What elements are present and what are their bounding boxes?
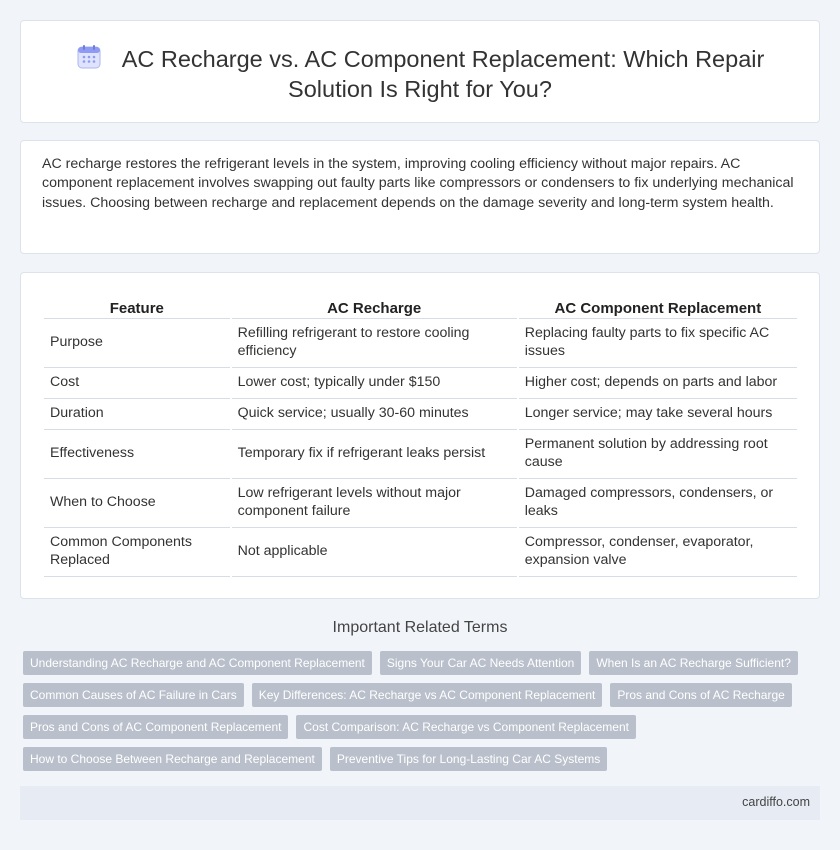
related-term-tag[interactable]: Preventive Tips for Long-Lasting Car AC Systems (330, 747, 607, 771)
title-card (20, 20, 820, 123)
related-terms-list (23, 651, 813, 771)
related-term-tag[interactable]: Key Differences: AC Recharge vs AC Component Replacement (252, 683, 603, 707)
title-text-1: AC Recharge vs. AC Component Replacement: Which Repair (121, 46, 765, 72)
intro-paragraph: AC recharge restores the refrigerant levels in the system, improving cooling efficiency without major repairs. AC component replacement involves swapping out faulty parts like compressors or condensers to fix underlying mechanical issues. Choosing between recharge and replacement depends on the damage severity and long-term system health. (42, 156, 794, 211)
table-header-row (44, 297, 797, 319)
related-term-tag[interactable]: When Is an AC Recharge Sufficient? (589, 651, 798, 675)
cell-replacement: Compressor, condenser, evaporator, expansion valve (519, 528, 797, 577)
comparison-table-card (20, 272, 820, 599)
cell-replacement: Damaged compressors, condensers, or leaks (519, 479, 797, 528)
cell-replacement: Permanent solution by addressing root cause (519, 430, 797, 479)
related-terms-heading: Important Related Terms (332, 619, 508, 636)
table-row (44, 399, 797, 430)
cell-recharge: Temporary fix if refrigerant leaks persist (232, 430, 517, 479)
cell-recharge: Low refrigerant levels without major component failure (232, 479, 517, 528)
related-term-tag[interactable]: Pros and Cons of AC Component Replacement (23, 715, 288, 739)
cell-recharge: Quick service; usually 30-60 minutes (232, 399, 517, 430)
title-text-2: Solution Is Right for You? (288, 76, 552, 102)
cell-recharge: Lower cost; typically under $150 (232, 368, 517, 399)
table-row (44, 528, 797, 577)
cell-feature: Duration (44, 399, 230, 430)
comparison-table (42, 297, 799, 577)
cell-feature: Common Components Replaced (44, 528, 230, 577)
table-row (44, 479, 797, 528)
calendar-icon (76, 44, 102, 70)
cell-feature: Purpose (44, 319, 230, 368)
title-line-1 (21, 44, 819, 74)
table-row (44, 430, 797, 479)
related-term-tag[interactable]: Pros and Cons of AC Recharge (610, 683, 791, 707)
related-term-tag[interactable]: Understanding AC Recharge and AC Component Replacement (23, 651, 372, 675)
cell-feature: Cost (44, 368, 230, 399)
cell-replacement: Higher cost; depends on parts and labor (519, 368, 797, 399)
related-term-tag[interactable]: Cost Comparison: AC Recharge vs Component Replacement (296, 715, 636, 739)
page-title (21, 44, 819, 104)
cell-recharge: Not applicable (232, 528, 517, 577)
header-feature: Feature (44, 297, 230, 319)
related-term-tag[interactable]: Signs Your Car AC Needs Attention (380, 651, 581, 675)
cell-feature: When to Choose (44, 479, 230, 528)
cell-feature: Effectiveness (44, 430, 230, 479)
intro-card (20, 140, 820, 254)
cell-recharge: Refilling refrigerant to restore cooling efficiency (232, 319, 517, 368)
related-term-tag[interactable]: Common Causes of AC Failure in Cars (23, 683, 244, 707)
cell-replacement: Replacing faulty parts to fix specific AC issues (519, 319, 797, 368)
table-row (44, 368, 797, 399)
table-row (44, 319, 797, 368)
header-component-replacement: AC Component Replacement (519, 297, 797, 319)
cell-replacement: Longer service; may take several hours (519, 399, 797, 430)
footer (20, 786, 820, 820)
related-term-tag[interactable]: How to Choose Between Recharge and Replacement (23, 747, 322, 771)
footer-site-name: cardiffo.com (742, 795, 810, 809)
header-ac-recharge: AC Recharge (232, 297, 517, 319)
